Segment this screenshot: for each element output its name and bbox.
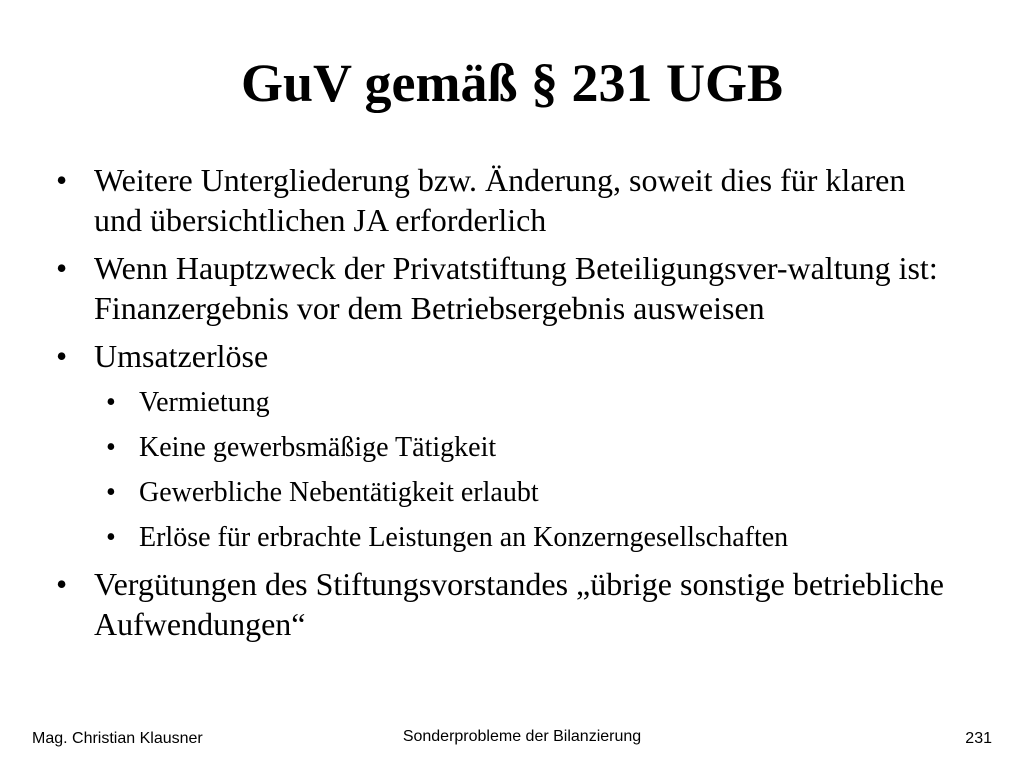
- bullet-text: Keine gewerbsmäßige Tätigkeit: [139, 432, 497, 463]
- bullet-icon: •: [106, 432, 116, 463]
- bullet-icon: •: [56, 566, 68, 602]
- bullet-text: Wenn Hauptzweck der Privatstiftung Beteiligungsver-waltung ist: Finanzergebnis vor dem Betriebsergebnis ausweisen: [94, 250, 938, 326]
- slide-title: GuV gemäß § 231 UGB: [240, 53, 784, 113]
- bullet-icon: •: [56, 338, 68, 374]
- footer-topic: Sonderprobleme der Bilanzierung: [402, 728, 642, 745]
- bullet-icon: •: [106, 522, 116, 553]
- bullet-text: Vermietung: [139, 387, 270, 418]
- sub-bullet-item-nebentaetigkeit: [0, 474, 969, 512]
- bullet-item-verguetungen: [0, 564, 954, 644]
- bullet-item-untergliederung: [0, 160, 954, 240]
- bullet-item-umsatzerloese: [0, 336, 954, 376]
- bullet-text: Weitere Untergliederung bzw. Änderung, soweit dies für klaren und übersichtlichen JA erforderlich: [94, 162, 906, 238]
- bullet-icon: •: [106, 387, 116, 418]
- bullet-text: Umsatzerlöse: [94, 338, 269, 374]
- bullet-text: Erlöse für erbrachte Leistungen an Konzerngesellschaften: [139, 522, 789, 553]
- bullet-item-hauptzweck: [0, 248, 954, 328]
- bullet-list: [0, 160, 1024, 652]
- sub-bullet-item-vermietung: [0, 384, 969, 422]
- footer-author: Mag. Christian Klausner: [32, 730, 203, 747]
- bullet-icon: •: [56, 162, 68, 198]
- bullet-text: Gewerbliche Nebentätigkeit erlaubt: [139, 477, 539, 508]
- bullet-icon: •: [56, 250, 68, 286]
- bullet-text: Vergütungen des Stiftungsvorstandes „übrige sonstige betriebliche Aufwendungen“: [94, 566, 944, 642]
- sub-bullet-item-keine-gewerbsmaessige: [0, 429, 969, 467]
- bullet-icon: •: [106, 477, 116, 508]
- sub-bullet-item-konzernerloese: [0, 519, 969, 557]
- page-number: 231: [965, 730, 992, 747]
